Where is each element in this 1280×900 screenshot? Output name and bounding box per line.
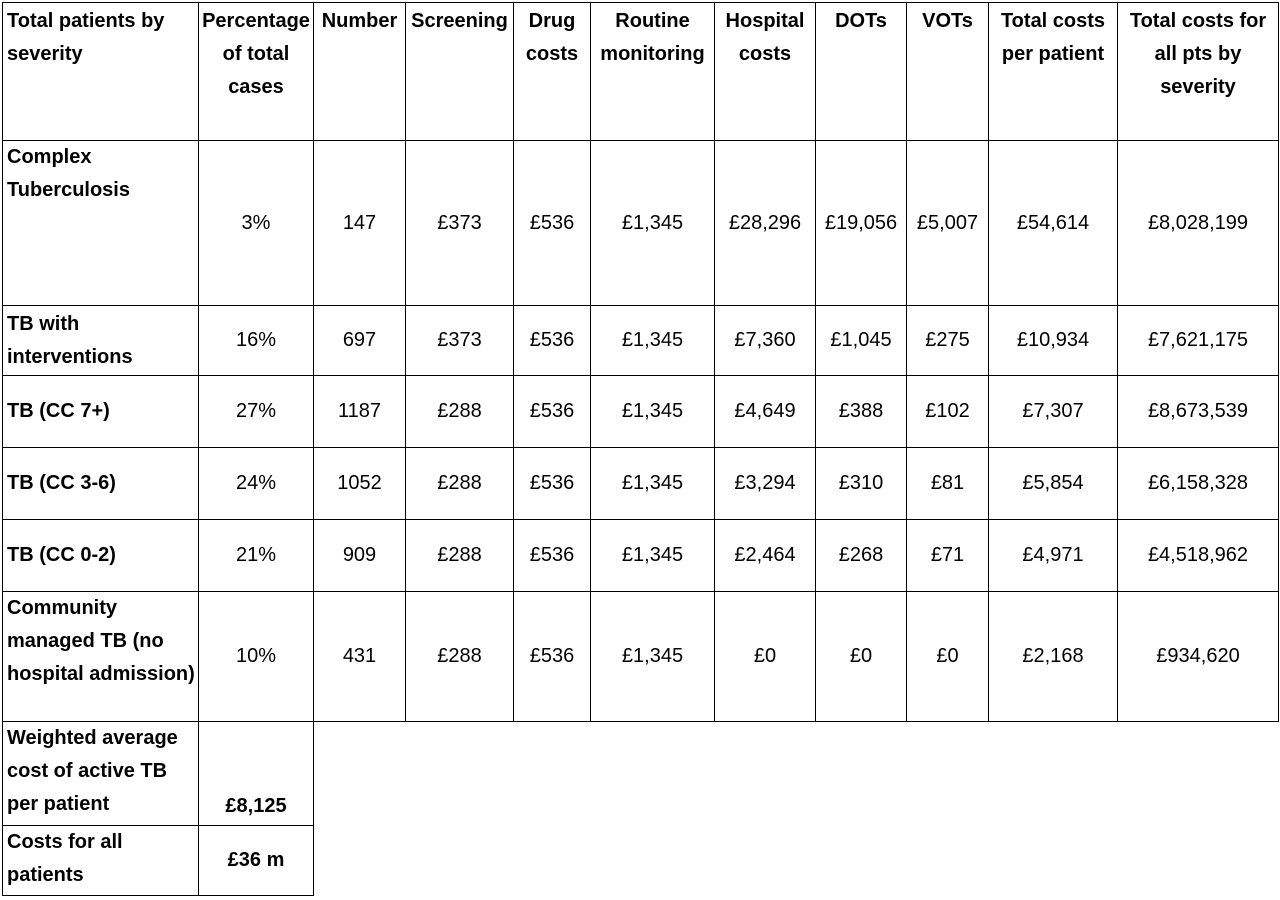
number-cell: 1187: [314, 376, 406, 448]
header-routine-monitoring: Routine monitoring: [591, 3, 715, 141]
header-total-per-patient: Total costs per patient: [989, 3, 1118, 141]
weighted-average-row: [3, 722, 314, 826]
weighted-average-value: £8,125: [199, 722, 314, 826]
row-label: TB (CC 7+): [3, 376, 199, 448]
total-all-cell: £934,620: [1118, 592, 1279, 722]
number-cell: 909: [314, 520, 406, 592]
drug-costs-cell: £536: [514, 592, 591, 722]
table-row: [3, 592, 1279, 722]
vots-cell: £0: [907, 592, 989, 722]
table-row: [3, 448, 1279, 520]
total-all-cell: £4,518,962: [1118, 520, 1279, 592]
row-label: Community managed TB (no hospital admission): [3, 592, 199, 722]
screening-cell: £288: [406, 448, 514, 520]
total-per-patient-cell: £10,934: [989, 306, 1118, 376]
table-row: [3, 520, 1279, 592]
header-severity: Total patients by severity: [3, 3, 199, 141]
all-patients-row: [3, 826, 314, 896]
table-row: [3, 141, 1279, 306]
hospital-costs-cell: £0: [715, 592, 816, 722]
summary-table: [2, 721, 314, 896]
header-vots: VOTs: [907, 3, 989, 141]
number-cell: 697: [314, 306, 406, 376]
vots-cell: £275: [907, 306, 989, 376]
screening-cell: £288: [406, 592, 514, 722]
header-percentage: Percentage of total cases: [199, 3, 314, 141]
total-all-cell: £8,673,539: [1118, 376, 1279, 448]
number-cell: 147: [314, 141, 406, 306]
row-label: TB (CC 3-6): [3, 448, 199, 520]
routine-monitoring-cell: £1,345: [591, 141, 715, 306]
vots-cell: £102: [907, 376, 989, 448]
hospital-costs-cell: £7,360: [715, 306, 816, 376]
header-screening: Screening: [406, 3, 514, 141]
hospital-costs-cell: £4,649: [715, 376, 816, 448]
drug-costs-cell: £536: [514, 448, 591, 520]
dots-cell: £310: [816, 448, 907, 520]
percentage-cell: 27%: [199, 376, 314, 448]
routine-monitoring-cell: £1,345: [591, 448, 715, 520]
table-row: [3, 376, 1279, 448]
total-per-patient-cell: £5,854: [989, 448, 1118, 520]
drug-costs-cell: £536: [514, 376, 591, 448]
header-dots: DOTs: [816, 3, 907, 141]
row-label: TB with interventions: [3, 306, 199, 376]
percentage-cell: 10%: [199, 592, 314, 722]
drug-costs-cell: £536: [514, 520, 591, 592]
header-drug-costs: Drug costs: [514, 3, 591, 141]
cost-table-container: [2, 2, 1279, 896]
total-all-cell: £7,621,175: [1118, 306, 1279, 376]
drug-costs-cell: £536: [514, 306, 591, 376]
total-per-patient-cell: £2,168: [989, 592, 1118, 722]
table-row: [3, 306, 1279, 376]
vots-cell: £81: [907, 448, 989, 520]
percentage-cell: 21%: [199, 520, 314, 592]
screening-cell: £373: [406, 141, 514, 306]
percentage-cell: 16%: [199, 306, 314, 376]
all-patients-value: £36 m: [199, 826, 314, 896]
routine-monitoring-cell: £1,345: [591, 306, 715, 376]
dots-cell: £19,056: [816, 141, 907, 306]
total-per-patient-cell: £4,971: [989, 520, 1118, 592]
header-number: Number: [314, 3, 406, 141]
routine-monitoring-cell: £1,345: [591, 520, 715, 592]
header-row: [3, 3, 1279, 141]
drug-costs-cell: £536: [514, 141, 591, 306]
vots-cell: £71: [907, 520, 989, 592]
screening-cell: £288: [406, 520, 514, 592]
number-cell: 431: [314, 592, 406, 722]
screening-cell: £288: [406, 376, 514, 448]
dots-cell: £1,045: [816, 306, 907, 376]
percentage-cell: 3%: [199, 141, 314, 306]
dots-cell: £388: [816, 376, 907, 448]
screening-cell: £373: [406, 306, 514, 376]
total-per-patient-cell: £7,307: [989, 376, 1118, 448]
routine-monitoring-cell: £1,345: [591, 592, 715, 722]
weighted-average-label: Weighted average cost of active TB per patient: [3, 722, 199, 826]
percentage-cell: 24%: [199, 448, 314, 520]
total-all-cell: £8,028,199: [1118, 141, 1279, 306]
all-patients-label: Costs for all patients: [3, 826, 199, 896]
hospital-costs-cell: £2,464: [715, 520, 816, 592]
hospital-costs-cell: £28,296: [715, 141, 816, 306]
vots-cell: £5,007: [907, 141, 989, 306]
tb-costs-table: [2, 2, 1279, 722]
total-all-cell: £6,158,328: [1118, 448, 1279, 520]
row-label: TB (CC 0-2): [3, 520, 199, 592]
routine-monitoring-cell: £1,345: [591, 376, 715, 448]
row-label: Complex Tuberculosis: [3, 141, 199, 306]
dots-cell: £268: [816, 520, 907, 592]
dots-cell: £0: [816, 592, 907, 722]
hospital-costs-cell: £3,294: [715, 448, 816, 520]
total-per-patient-cell: £54,614: [989, 141, 1118, 306]
header-hospital-costs: Hospital costs: [715, 3, 816, 141]
header-total-all: Total costs for all pts by severity: [1118, 3, 1279, 141]
number-cell: 1052: [314, 448, 406, 520]
